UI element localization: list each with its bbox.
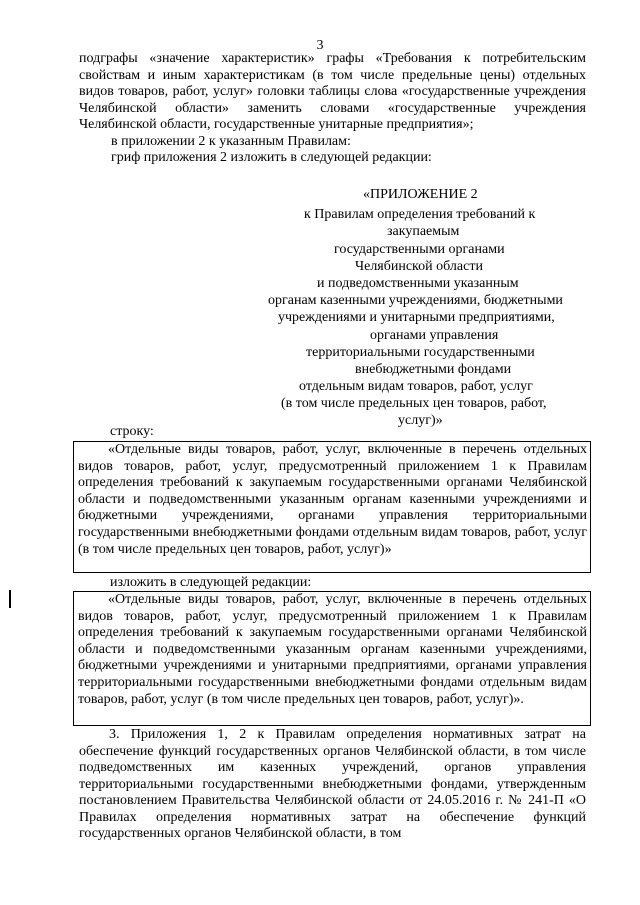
- paragraph-grif-instruction: гриф приложения 2 изложить в следующей редакции:: [111, 150, 432, 165]
- grif-line: внебюджетными фондами: [355, 362, 512, 377]
- grif-line: органами управления: [370, 328, 499, 343]
- paragraph-appendix-2-intro: в приложении 2 к указанным Правилам:: [111, 133, 351, 149]
- grif-line: учреждениями и унитарными предприятиями,: [278, 310, 555, 325]
- top-text-block: [79, 51, 586, 167]
- grif-line: отдельным видам товаров, работ, услуг: [299, 379, 533, 394]
- label-izlozhit: изложить в следующей редакции:: [110, 575, 312, 590]
- grif-line: (в том числе предельных цен товаров, работ,: [281, 396, 547, 411]
- grif-line: услуг)»: [398, 413, 443, 428]
- page-number: 3: [316, 38, 324, 53]
- quoted-row-old: [73, 441, 591, 573]
- grif-line: органам казенными учреждениями, бюджетными: [268, 293, 563, 308]
- grif-line: территориальными государственными: [306, 345, 535, 360]
- quoted-row-new-text: «Отдельные виды товаров, работ, услуг, включенные в перечень отдельных видов товаров, работ, услуг, предусмотренный приложением 1 к Правилам определения требований к закупаемым государственными органами Челябинской области и подведомственными указанным органам казенными учреждениями, бюджетными учреждениями и унитарными предприятиями, органами управления территориальными государственными внебюджетными фондами отдельным видам товаров, работ, услуг (в том числе предельных цен товаров, работ, услуг)».: [78, 592, 587, 707]
- grif-line: государственными органами: [334, 242, 505, 257]
- bottom-text-block: [79, 727, 586, 843]
- grif-line: закупаемым: [387, 224, 460, 239]
- margin-mark: [9, 590, 11, 608]
- grif-line: «ПРИЛОЖЕНИЕ 2: [363, 187, 478, 202]
- quoted-row-new: [73, 591, 591, 726]
- paragraph-item-3: 3. Приложения 1, 2 к Правилам определения нормативных затрат на обеспечение функций государственных органов Челябинской области, в том числе подведомственных им казенных учреждений, органов управления территориальными государственными внебюджетными фондами, утвержденным постановлением Правительства Челябинской области от 24.05.2016 г. № 241-П «О Правилах определения нормативных затрат на обеспечение функций государственных органов Челябинской области, в том: [79, 727, 586, 841]
- grif-line: и подведомственными указанным: [317, 276, 519, 291]
- quoted-row-old-text: «Отдельные виды товаров, работ, услуг, включенные в перечень отдельных видов товаров, работ, услуг, предусмотренный приложением 1 к Правилам определения требований к закупаемым государственными органами Челябинской области и подведомственными указанным органам казенными учреждениями и бюджетными учреждениями, органами управления территориальными государственными внебюджетными фондами отдельным видам товаров, работ, услуг (в том числе предельных цен товаров, работ, услуг)»: [78, 442, 587, 557]
- label-stroku: строку:: [110, 424, 154, 439]
- grif-line: к Правилам определения требований к: [304, 207, 536, 222]
- paragraph-subgraphs: подграфы «значение характеристик» графы «Требования к потребительским свойствам и иным характеристикам (в том числе предельные цены) отдельных видов товаров, работ, услуг» головки таблицы слова «государственные учреждения Челябинской области» заменить словами «государственные учреждения Челябинской области, государственные унитарные предприятия»;: [79, 51, 586, 132]
- grif-line: Челябинской области: [355, 259, 483, 274]
